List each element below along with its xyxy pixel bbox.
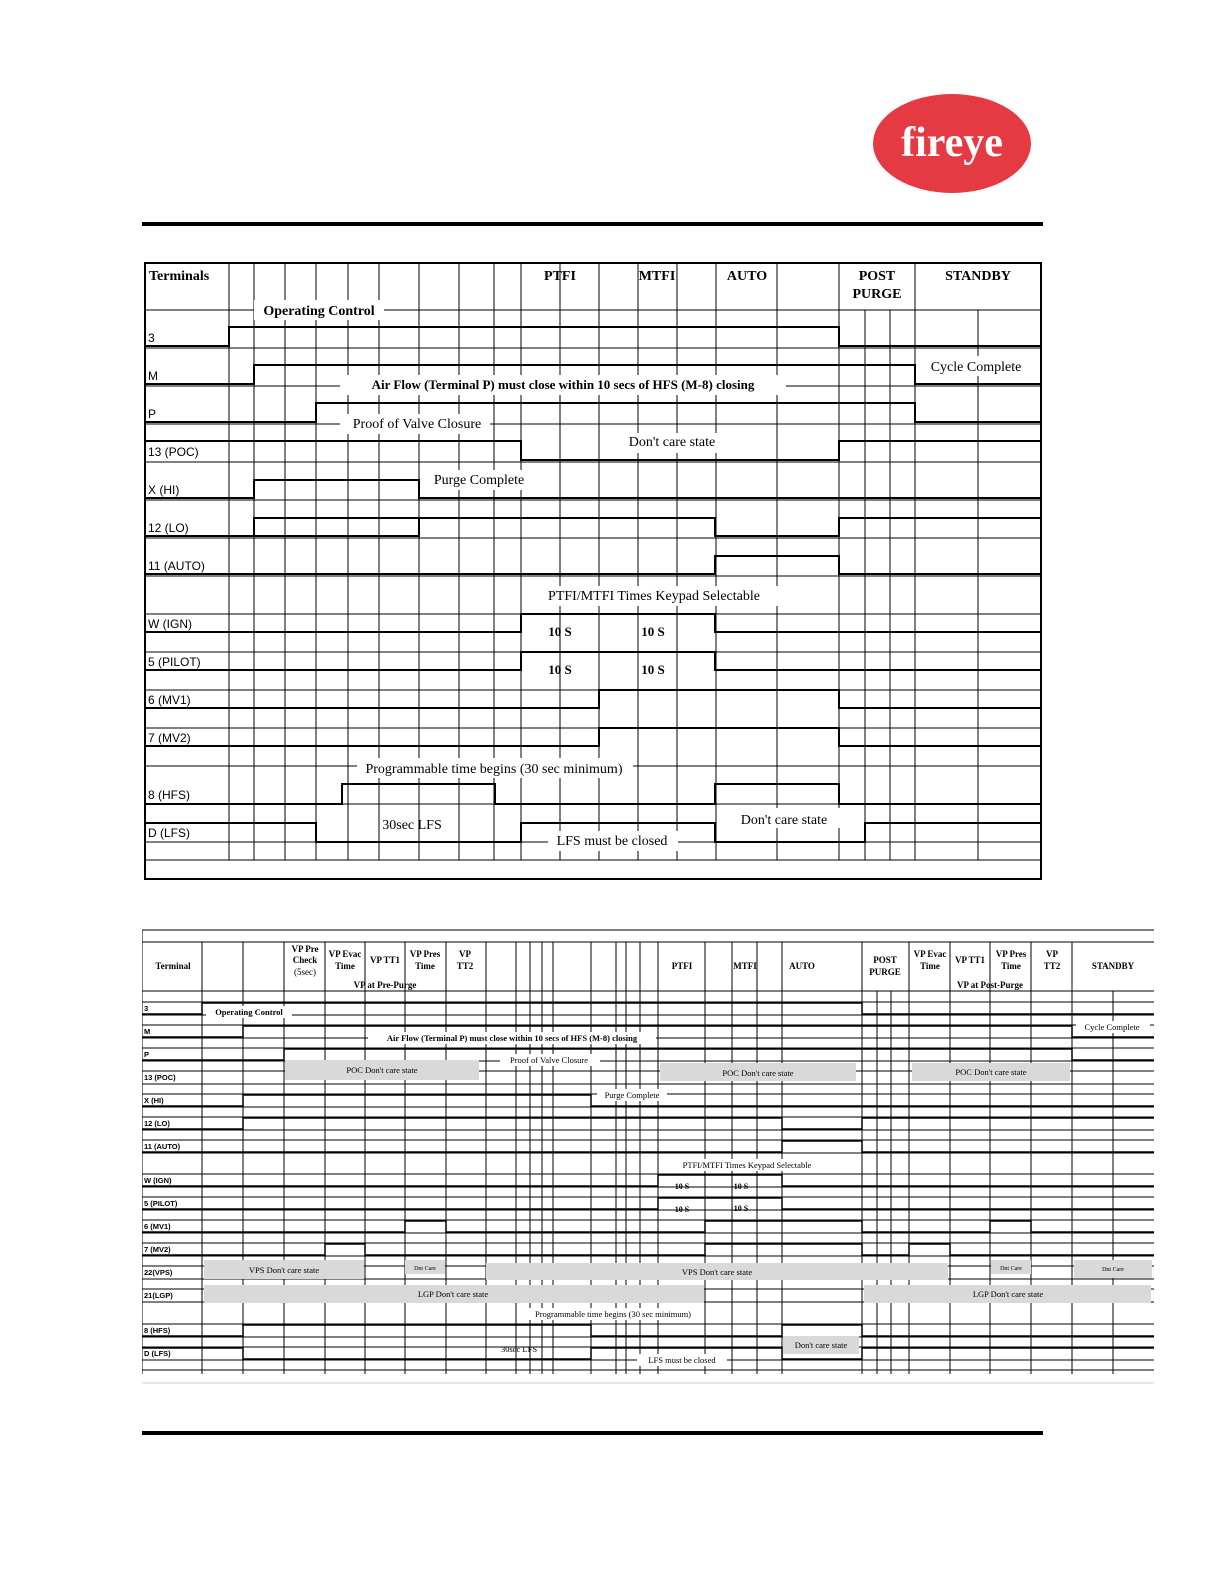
d2-terminal-label: 22(VPS)	[144, 1268, 173, 1277]
d1-proof-valve: Proof of Valve Closure	[352, 417, 482, 432]
d2-wave-hfs	[142, 1325, 1154, 1336]
d1-terminal-label: M	[148, 369, 158, 383]
d2-header-post-vp-tt2: TT2	[1043, 961, 1061, 971]
d2-wave-3	[142, 1003, 1154, 1014]
d1-pilot-ptfi: 10 S	[548, 662, 572, 677]
d1-ign-mtfi: 10 S	[641, 624, 665, 639]
d1-terminal-label: D (LFS)	[148, 826, 190, 840]
d2-header-mtfi: MTFI	[733, 961, 757, 971]
d2-header-vp-tt2: TT2	[456, 961, 474, 971]
d1-terminal-label: 5 (PILOT)	[148, 655, 201, 669]
d1-headers	[149, 269, 1011, 302]
d2-header-vp-pres: VP Pres	[409, 949, 441, 959]
d1-cycle-complete: Cycle Complete	[930, 360, 1022, 375]
d2-header-post-vp-evac: VP Evac	[913, 949, 947, 959]
d1-terminal-label: X (HI)	[148, 483, 180, 497]
d1-wave-p	[145, 403, 1041, 422]
d2-header-vp-pre-check: VP Pre	[291, 944, 319, 954]
d1-terminal-label: W (IGN)	[148, 617, 192, 631]
d2-header-vp-pre-purge: VP at Pre-Purge	[353, 980, 417, 990]
d1-terminal-label: 12 (LO)	[148, 521, 189, 535]
d2-header-post-vp-pres: VP Pres	[995, 949, 1027, 959]
top-rule	[142, 222, 1043, 226]
logo-text: fireye	[901, 120, 1003, 166]
d1-frame	[145, 263, 1041, 879]
d2-vps-dont-care-1: VPS Don't care state	[248, 1265, 320, 1275]
d2-wave-p	[142, 1049, 1154, 1060]
d2-header-terminal: Terminal	[155, 961, 191, 971]
d2-terminal-label: 11 (AUTO)	[144, 1142, 181, 1151]
d2-header-vp-pre-check: Check	[292, 955, 318, 965]
d2-terminal-label: P	[144, 1050, 150, 1059]
d2-pilot-mtfi: 10 S	[733, 1204, 749, 1213]
d2-lfs-closed: LFS must be closed	[648, 1355, 716, 1365]
d1-header-mtfi: MTFI	[638, 269, 676, 284]
d2-operating-control: Operating Control	[215, 1007, 283, 1017]
d1-ign-ptfi: 10 S	[548, 624, 572, 639]
d1-header-auto: AUTO	[726, 269, 768, 284]
d2-header-vp-pre-check: (5sec)	[294, 967, 316, 977]
d2-dnt-care-2: Dnt Care	[1000, 1266, 1022, 1272]
d2-terminal-label: X (HI)	[144, 1096, 164, 1105]
d1-header-post: POST	[858, 269, 896, 284]
d1-programmable-time: Programmable time begins (30 sec minimum)	[365, 762, 623, 777]
d2-header-post: POST	[873, 955, 897, 965]
d1-dont-care-hfs: Don't care state	[740, 813, 828, 828]
timing-diagram-2	[142, 929, 1154, 1384]
d2-header-auto: AUTO	[789, 961, 815, 971]
d2-header-post-vp-tt2: VP	[1046, 949, 1058, 959]
d1-wave-poc	[145, 441, 1041, 460]
d2-header-vp-evac: VP Evac	[328, 949, 362, 959]
d1-header-ptfi: PTFI	[544, 269, 576, 284]
d2-header-ptfi: PTFI	[671, 961, 693, 971]
d2-terminal-label: 3	[144, 1004, 149, 1013]
d2-dnt-care-1: Dnt Care	[414, 1266, 436, 1272]
d2-lfs-30sec: 30sec LFS	[500, 1344, 538, 1354]
d1-pilot-mtfi: 10 S	[641, 662, 665, 677]
d2-header-vp-pres: Time	[415, 961, 435, 971]
d2-proof-valve: Proof of Valve Closure	[510, 1055, 588, 1065]
d2-programmable-time: Programmable time begins (30 sec minimum)	[534, 1309, 692, 1319]
d2-dnt-care-3: Dnt Care	[1102, 1267, 1124, 1273]
d2-terminal-label: D (LFS)	[144, 1349, 171, 1358]
d1-terminal-label: 3	[148, 331, 155, 345]
d1-terminal-label: 11 (AUTO)	[148, 559, 205, 573]
d2-header-post-vp-pres: Time	[1001, 961, 1021, 971]
d2-terminal-label: 5 (PILOT)	[144, 1199, 178, 1208]
d2-keypad-selectable: PTFI/MTFI Times Keypad Selectable	[682, 1160, 812, 1170]
d2-terminal-label: W (IGN)	[144, 1176, 172, 1185]
d1-header-purge: PURGE	[852, 287, 902, 302]
d1-wave-lo	[145, 518, 1041, 536]
d2-pilot-ptfi: 10 S	[674, 1205, 690, 1214]
d2-waveforms	[142, 1003, 1154, 1359]
d2-wave-mv2	[142, 1244, 1154, 1255]
d2-ign-mtfi: 10 S	[733, 1182, 749, 1191]
d1-terminal-label: P	[148, 407, 157, 421]
d1-purge-complete: Purge Complete	[433, 473, 525, 488]
d1-wave-mv1	[145, 690, 1041, 708]
d2-poc-dont-care-2: POC Don't care state	[722, 1068, 794, 1078]
d2-header-standby: STANDBY	[1091, 961, 1135, 971]
d1-keypad-selectable: PTFI/MTFI Times Keypad Selectable	[548, 589, 760, 604]
d2-header-purge: PURGE	[869, 967, 901, 977]
d1-header-terminals: Terminals	[149, 269, 210, 284]
timing-diagram-1	[144, 262, 1042, 880]
d2-purge-complete: Purge Complete	[604, 1090, 660, 1100]
d2-cycle-complete: Cycle Complete	[1084, 1022, 1140, 1032]
d2-terminal-label: 7 (MV2)	[144, 1245, 171, 1254]
d1-wave-hfs	[145, 784, 1041, 804]
d1-terminal-labels	[148, 331, 205, 840]
d2-air-flow: Air Flow (Terminal P) must close within 10 secs of HFS (M-8) closing	[386, 1033, 638, 1043]
d1-wave-mv2	[145, 728, 1041, 746]
d2-dont-care-hfs: Don't care state	[794, 1340, 848, 1350]
d1-terminal-label: 7 (MV2)	[148, 731, 191, 745]
d1-lfs-closed: LFS must be closed	[556, 834, 668, 849]
d2-header-post-vp-evac: Time	[920, 961, 940, 971]
d2-wave-lo	[142, 1118, 1154, 1129]
d1-wave-auto	[145, 556, 1041, 574]
d1-lfs-30sec: 30sec LFS	[382, 818, 442, 833]
d1-terminal-label: 13 (POC)	[148, 445, 199, 459]
d2-headers	[155, 944, 1134, 990]
d2-terminal-label: M	[144, 1027, 151, 1036]
d2-terminal-label: 21(LGP)	[144, 1291, 173, 1300]
d1-operating-control: Operating Control	[263, 304, 375, 319]
d1-air-flow: Air Flow (Terminal P) must close within 10 secs of HFS (M-8) closing	[371, 377, 755, 392]
d2-header-vp-tt2: VP	[459, 949, 471, 959]
d2-header-post-vp-tt1: VP TT1	[954, 955, 986, 965]
d2-lgp-dont-care-1: LGP Don't care state	[417, 1289, 489, 1299]
d2-header-vp-evac: Time	[335, 961, 355, 971]
d2-terminal-labels	[144, 1004, 181, 1358]
d2-terminal-label: 13 (POC)	[144, 1073, 176, 1082]
d2-header-vp-tt1: VP TT1	[369, 955, 401, 965]
d1-dont-care-poc: Don't care state	[628, 435, 716, 450]
d2-terminal-label: 8 (HFS)	[144, 1326, 171, 1335]
d2-poc-dont-care-1: POC Don't care state	[346, 1065, 418, 1075]
d2-lgp-dont-care-2: LGP Don't care state	[972, 1289, 1044, 1299]
d2-wave-mv1	[142, 1221, 1154, 1232]
d1-header-standby: STANDBY	[945, 269, 1011, 284]
d1-wave-ign	[145, 614, 1041, 632]
d1-wave-pilot	[145, 652, 1041, 670]
bottom-rule	[142, 1431, 1043, 1435]
d2-vps-dont-care-2: VPS Don't care state	[681, 1267, 753, 1277]
d2-wave-ign	[142, 1175, 1154, 1186]
d1-wave-3	[145, 327, 1041, 346]
d2-wave-auto	[142, 1141, 1154, 1152]
d2-poc-dont-care-3: POC Don't care state	[955, 1067, 1027, 1077]
d2-header-vp-post-purge: VP at Post-Purge	[957, 980, 1023, 990]
d2-terminal-label: 6 (MV1)	[144, 1222, 171, 1231]
d1-wave-hi	[145, 480, 1041, 498]
d2-ign-ptfi: 10 S	[674, 1182, 690, 1191]
d2-wave-pilot	[142, 1198, 1154, 1209]
d2-terminal-label: 12 (LO)	[144, 1119, 170, 1128]
d1-terminal-label: 8 (HFS)	[148, 788, 190, 802]
d1-terminal-label: 6 (MV1)	[148, 693, 191, 707]
fireye-logo	[872, 93, 1032, 194]
